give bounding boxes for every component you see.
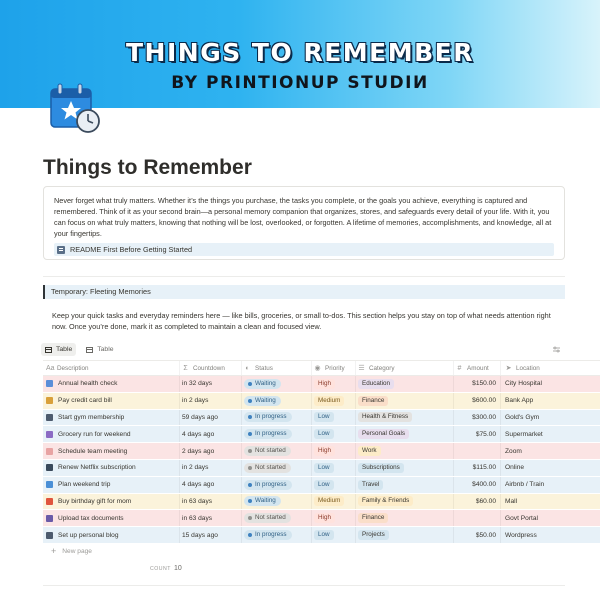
category-badge: Education bbox=[358, 379, 394, 389]
row-title: Start gym membership bbox=[58, 413, 125, 421]
table-row[interactable] bbox=[43, 460, 600, 477]
row-count bbox=[150, 565, 182, 572]
location-value: Mall bbox=[505, 497, 518, 505]
amount-value: $300.00 bbox=[472, 413, 496, 421]
cell-countdown bbox=[180, 376, 242, 392]
amount-value: $75.00 bbox=[475, 430, 496, 438]
status-dot-icon bbox=[248, 533, 252, 537]
status-dot-icon bbox=[248, 449, 252, 453]
category-badge: Health & Fitness bbox=[358, 412, 412, 422]
cell-location bbox=[501, 376, 600, 392]
cell-status[interactable] bbox=[242, 460, 312, 476]
table-row[interactable] bbox=[43, 410, 600, 427]
cell-countdown bbox=[180, 494, 242, 510]
status-label: In progress bbox=[255, 430, 287, 438]
readme-link[interactable] bbox=[54, 243, 554, 256]
row-title: Grocery run for weekend bbox=[58, 430, 131, 438]
cell-description[interactable] bbox=[43, 460, 180, 476]
cell-amount bbox=[454, 410, 501, 426]
category-badge: Finance bbox=[358, 513, 388, 523]
countdown-value: in 2 days bbox=[182, 397, 209, 405]
cell-status[interactable] bbox=[242, 510, 312, 526]
multi-select-icon: ☰ bbox=[358, 364, 365, 372]
cell-priority[interactable] bbox=[312, 460, 356, 476]
location-value: Gold's Gym bbox=[505, 413, 540, 421]
status-label: Waiting bbox=[255, 379, 276, 387]
category-badge: Subscriptions bbox=[358, 463, 404, 473]
banner-title: THINGS TO REMEMBER bbox=[126, 38, 474, 67]
cell-priority[interactable] bbox=[312, 494, 356, 510]
amount-value: $400.00 bbox=[472, 481, 496, 489]
cell-status[interactable] bbox=[242, 410, 312, 426]
cell-location bbox=[501, 510, 600, 526]
countdown-value: 59 days ago bbox=[182, 413, 218, 421]
status-dot-icon bbox=[248, 499, 252, 503]
status-label: In progress bbox=[255, 413, 287, 421]
cell-priority[interactable] bbox=[312, 426, 356, 442]
cell-location bbox=[501, 460, 600, 476]
cell-priority[interactable] bbox=[312, 393, 356, 409]
status-badge bbox=[244, 530, 292, 540]
divider bbox=[43, 585, 565, 586]
column-header-status[interactable] bbox=[242, 361, 312, 375]
priority-badge: High bbox=[314, 379, 335, 389]
cell-countdown bbox=[180, 393, 242, 409]
cell-status[interactable] bbox=[242, 376, 312, 392]
row-title: Buy birthday gift for mom bbox=[58, 497, 132, 505]
credit-card-icon bbox=[46, 397, 53, 404]
banner-subtitle: BY PRINTIONUP STUDIИ bbox=[171, 73, 429, 93]
countdown-value: in 32 days bbox=[182, 380, 213, 388]
priority-badge: Medium bbox=[314, 396, 344, 406]
readme-link-label: README First Before Getting Started bbox=[70, 245, 193, 254]
column-header-description[interactable] bbox=[43, 361, 180, 375]
countdown-value: in 2 days bbox=[182, 464, 209, 472]
cell-amount bbox=[454, 376, 501, 392]
view-tab-label: Table bbox=[56, 346, 73, 353]
cell-amount bbox=[454, 393, 501, 409]
count-label: COUNT bbox=[150, 566, 171, 572]
cell-location bbox=[501, 426, 600, 442]
plane-icon bbox=[46, 481, 53, 488]
cell-countdown bbox=[180, 410, 242, 426]
amount-value: $115.00 bbox=[472, 464, 496, 472]
table-row[interactable] bbox=[43, 510, 600, 527]
countdown-value: in 63 days bbox=[182, 514, 213, 522]
cell-description[interactable] bbox=[43, 410, 180, 426]
row-title: Schedule team meeting bbox=[58, 447, 128, 455]
calendar-icon bbox=[46, 448, 53, 455]
number-icon: # bbox=[457, 364, 462, 372]
location-value: City Hospital bbox=[505, 380, 543, 388]
status-badge bbox=[244, 396, 281, 406]
cell-location bbox=[501, 443, 600, 459]
view-tab-table-1[interactable] bbox=[41, 343, 76, 356]
status-label: Waiting bbox=[255, 396, 276, 404]
countdown-value: in 63 days bbox=[182, 497, 213, 505]
location-value: Govt Portal bbox=[505, 514, 538, 522]
cell-countdown bbox=[180, 426, 242, 442]
table-row[interactable] bbox=[43, 527, 600, 544]
chart-icon bbox=[46, 380, 53, 387]
dumbbell-icon bbox=[46, 414, 53, 421]
table-row[interactable] bbox=[43, 376, 600, 393]
section-description: Keep your quick tasks and everyday reminders here — like bills, groceries, or small to-dos. This section helps you stay on top of what needs attention right now. Once you’re done, mark it as completed to maintain a clean and focused view. bbox=[52, 311, 551, 331]
column-header-label: Countdown bbox=[193, 364, 225, 372]
table-icon bbox=[86, 347, 93, 353]
location-value: Bank App bbox=[505, 397, 534, 405]
status-badge bbox=[244, 412, 292, 422]
priority-badge: High bbox=[314, 446, 335, 456]
priority-badge: High bbox=[314, 513, 335, 523]
countdown-value: 4 days ago bbox=[182, 430, 215, 438]
cell-amount bbox=[454, 494, 501, 510]
cell-category[interactable] bbox=[356, 376, 454, 392]
status-badge bbox=[244, 480, 292, 490]
cell-description[interactable] bbox=[43, 393, 180, 409]
view-tab-table-2[interactable] bbox=[82, 343, 117, 356]
column-header-label: Priority bbox=[325, 364, 345, 372]
cell-status[interactable] bbox=[242, 426, 312, 442]
countdown-value: 4 days ago bbox=[182, 481, 215, 489]
location-arrow-icon: ➤ bbox=[505, 364, 512, 372]
cell-status[interactable] bbox=[242, 527, 312, 543]
location-value: Zoom bbox=[505, 447, 522, 455]
status-badge bbox=[244, 496, 281, 506]
new-page-label: New page bbox=[62, 547, 92, 555]
divider bbox=[43, 276, 565, 277]
status-badge bbox=[244, 463, 291, 473]
cell-description[interactable] bbox=[43, 510, 180, 526]
priority-badge: Low bbox=[314, 429, 334, 439]
status-badge bbox=[244, 513, 291, 523]
column-header-label: Status bbox=[255, 364, 273, 372]
cell-countdown bbox=[180, 460, 242, 476]
cell-countdown bbox=[180, 477, 242, 493]
cell-countdown bbox=[180, 527, 242, 543]
location-value: Wordpress bbox=[505, 531, 537, 539]
row-title: Renew Netflix subscription bbox=[58, 464, 136, 472]
status-label: In progress bbox=[255, 531, 287, 539]
cell-description[interactable] bbox=[43, 426, 180, 442]
location-value: Online bbox=[505, 464, 525, 472]
count-value: 10 bbox=[173, 565, 182, 572]
cell-category[interactable] bbox=[356, 393, 454, 409]
cell-category[interactable] bbox=[356, 426, 454, 442]
section-heading: Temporary: Fleeting Memories bbox=[43, 285, 565, 299]
status-dot-icon bbox=[248, 399, 252, 403]
cell-amount bbox=[454, 426, 501, 442]
countdown-value: 15 days ago bbox=[182, 531, 218, 539]
table-icon bbox=[45, 347, 52, 353]
column-header-priority[interactable] bbox=[312, 361, 356, 375]
column-header-label: Location bbox=[516, 364, 540, 372]
category-badge: Projects bbox=[358, 530, 389, 540]
table-body bbox=[43, 376, 600, 544]
status-badge bbox=[244, 379, 281, 389]
document-icon bbox=[46, 515, 53, 522]
category-badge: Personal Goals bbox=[358, 429, 409, 439]
cell-category[interactable] bbox=[356, 510, 454, 526]
status-label: Not started bbox=[255, 514, 286, 522]
table-row[interactable] bbox=[43, 426, 600, 443]
status-dot-icon bbox=[248, 432, 252, 436]
amount-value: $150.00 bbox=[472, 380, 496, 388]
cell-description[interactable] bbox=[43, 443, 180, 459]
table-row[interactable] bbox=[43, 393, 600, 410]
status-dot-icon bbox=[248, 415, 252, 419]
cell-priority[interactable] bbox=[312, 443, 356, 459]
cell-location bbox=[501, 410, 600, 426]
row-title: Set up personal blog bbox=[58, 531, 119, 539]
plus-icon: + bbox=[51, 546, 57, 556]
gift-icon bbox=[46, 498, 53, 505]
cell-countdown bbox=[180, 443, 242, 459]
status-label: Not started bbox=[255, 447, 286, 455]
row-title: Pay credit card bill bbox=[58, 397, 112, 405]
priority-badge: Low bbox=[314, 480, 334, 490]
table-row[interactable] bbox=[43, 494, 600, 511]
cell-location bbox=[501, 527, 600, 543]
cell-priority[interactable] bbox=[312, 376, 356, 392]
cell-category[interactable] bbox=[356, 494, 454, 510]
intro-callout bbox=[43, 186, 565, 260]
intro-text: Never forget what truly matters. Whether it’s the things you purchase, the tasks you complete, or the goals you achieve, everything is captured and remembered. Think of it as your second brain—a personal memory companion that organizes, stores, and safeguards every detail of your life. With it, you can focus on what truly matters, knowing that nothing will be lost, overlooked, or forgotten. A lifetime of memories, accomplishments, and knowledge, all at your fingertips. bbox=[54, 196, 552, 238]
status-label: Not started bbox=[255, 463, 286, 471]
column-header-label: Category bbox=[369, 364, 395, 372]
shopping-cart-icon bbox=[46, 431, 53, 438]
select-icon: ◉ bbox=[314, 364, 321, 372]
status-badge bbox=[244, 446, 291, 456]
priority-badge: Low bbox=[314, 412, 334, 422]
settings-sliders-icon[interactable] bbox=[553, 346, 560, 353]
column-header-category[interactable] bbox=[356, 361, 454, 375]
status-label: In progress bbox=[255, 480, 287, 488]
column-header-location[interactable] bbox=[501, 361, 600, 375]
cell-category[interactable] bbox=[356, 460, 454, 476]
text-type-icon: Aa bbox=[46, 364, 55, 372]
category-badge: Finance bbox=[358, 396, 388, 406]
new-page-button[interactable] bbox=[51, 547, 92, 555]
priority-badge: Low bbox=[314, 463, 334, 473]
cell-description[interactable] bbox=[43, 477, 180, 493]
cell-description[interactable] bbox=[43, 494, 180, 510]
countdown-value: 2 days ago bbox=[182, 447, 215, 455]
status-dot-icon bbox=[248, 516, 252, 520]
column-header-amount[interactable] bbox=[454, 361, 501, 375]
amount-value: $60.00 bbox=[475, 497, 496, 505]
cell-priority[interactable] bbox=[312, 410, 356, 426]
cell-category[interactable] bbox=[356, 527, 454, 543]
cell-status[interactable] bbox=[242, 443, 312, 459]
location-value: Supermarket bbox=[505, 430, 543, 438]
table-header-row bbox=[43, 360, 600, 376]
cell-amount bbox=[454, 527, 501, 543]
cell-category[interactable] bbox=[356, 410, 454, 426]
cell-amount bbox=[454, 510, 501, 526]
cell-category[interactable] bbox=[356, 477, 454, 493]
cell-status[interactable] bbox=[242, 393, 312, 409]
row-title: Annual health check bbox=[58, 380, 118, 388]
view-tabs bbox=[41, 343, 124, 356]
cell-status[interactable] bbox=[242, 494, 312, 510]
cell-priority[interactable] bbox=[312, 527, 356, 543]
amount-value: $600.00 bbox=[472, 397, 496, 405]
table-row[interactable] bbox=[43, 443, 600, 460]
priority-badge: Medium bbox=[314, 496, 344, 506]
category-badge: Travel bbox=[358, 480, 383, 490]
cell-amount bbox=[454, 460, 501, 476]
status-dot-icon bbox=[248, 382, 252, 386]
column-header-countdown[interactable] bbox=[180, 361, 242, 375]
cell-priority[interactable] bbox=[312, 477, 356, 493]
cell-status[interactable] bbox=[242, 477, 312, 493]
amount-value: $50.00 bbox=[475, 531, 496, 539]
cell-category[interactable] bbox=[356, 443, 454, 459]
cell-description[interactable] bbox=[43, 527, 180, 543]
status-badge bbox=[244, 429, 292, 439]
row-title: Upload tax documents bbox=[58, 514, 124, 522]
table-row[interactable] bbox=[43, 477, 600, 494]
cell-priority[interactable] bbox=[312, 510, 356, 526]
laptop-icon bbox=[46, 532, 53, 539]
status-icon: ◐ bbox=[245, 364, 250, 372]
calendar-star-icon bbox=[48, 82, 102, 134]
cell-location bbox=[501, 477, 600, 493]
row-title: Plan weekend trip bbox=[58, 481, 111, 489]
document-icon bbox=[57, 246, 65, 254]
status-dot-icon bbox=[248, 483, 252, 487]
cell-countdown bbox=[180, 510, 242, 526]
priority-badge: Low bbox=[314, 530, 334, 540]
cell-amount bbox=[454, 443, 501, 459]
location-value: Airbnb / Train bbox=[505, 481, 545, 489]
category-badge: Work bbox=[358, 446, 381, 456]
memories-table bbox=[43, 360, 600, 544]
cell-location bbox=[501, 393, 600, 409]
column-header-label: Description bbox=[57, 364, 89, 372]
status-dot-icon bbox=[248, 466, 252, 470]
view-tab-label: Table bbox=[97, 346, 114, 353]
status-label: Waiting bbox=[255, 497, 276, 505]
category-badge: Family & Friends bbox=[358, 496, 413, 506]
page-title: Things to Remember bbox=[43, 156, 252, 179]
cell-description[interactable] bbox=[43, 376, 180, 392]
cell-location bbox=[501, 494, 600, 510]
tv-icon bbox=[46, 464, 53, 471]
column-header-label: Amount bbox=[467, 364, 489, 372]
cell-amount bbox=[454, 477, 501, 493]
formula-icon: Σ bbox=[183, 364, 188, 372]
